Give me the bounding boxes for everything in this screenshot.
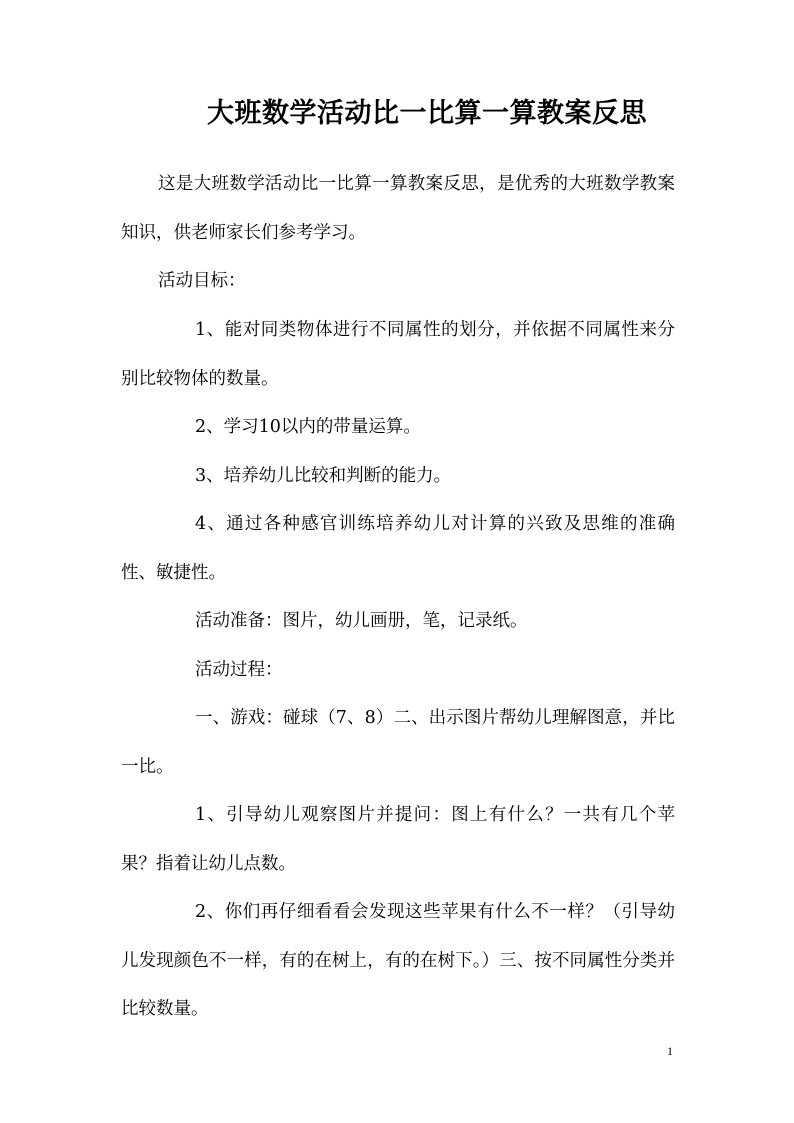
goal-item-1: 1、能对同类物体进行不同属性的划分，并依据不同属性来分别比较物体的数量。	[121, 320, 675, 389]
document-title: 大班数学活动比一比算一算教案反思	[207, 98, 647, 129]
page-number: 1	[667, 1044, 673, 1058]
process-substep-1: 1、引导幼儿观察图片并提问：图上有什么？一共有几个苹果？指着让幼儿点数。	[121, 805, 675, 874]
goal-item-3: 3、培养幼儿比较和判断的能力。	[195, 466, 452, 486]
section-heading-goals: 活动目标：	[158, 271, 246, 291]
preparation-paragraph: 活动准备：图片，幼儿画册，笔，记录纸。	[195, 611, 528, 631]
intro-paragraph: 这是大班数学活动比一比算一算教案反思，是优秀的大班数学教案知识，供老师家长们参考学习。	[121, 174, 675, 243]
process-substep-2: 2、你们再仔细看看会发现这些苹果有什么不一样？（引导幼儿发现颜色不一样，有的在树上，有的在树下。）三、按不同属性分类并比较数量。	[121, 902, 675, 1019]
process-step-1: 一、游戏：碰球（7、8）二、出示图片帮幼儿理解图意，并比一比。	[121, 708, 675, 777]
goal-item-4: 4、通过各种感官训练培养幼儿对计算的兴致及思维的准确性、敏捷性。	[121, 514, 675, 583]
section-heading-process: 活动过程：	[195, 660, 283, 680]
goal-item-2: 2、学习10以内的带量运算。	[195, 417, 421, 437]
